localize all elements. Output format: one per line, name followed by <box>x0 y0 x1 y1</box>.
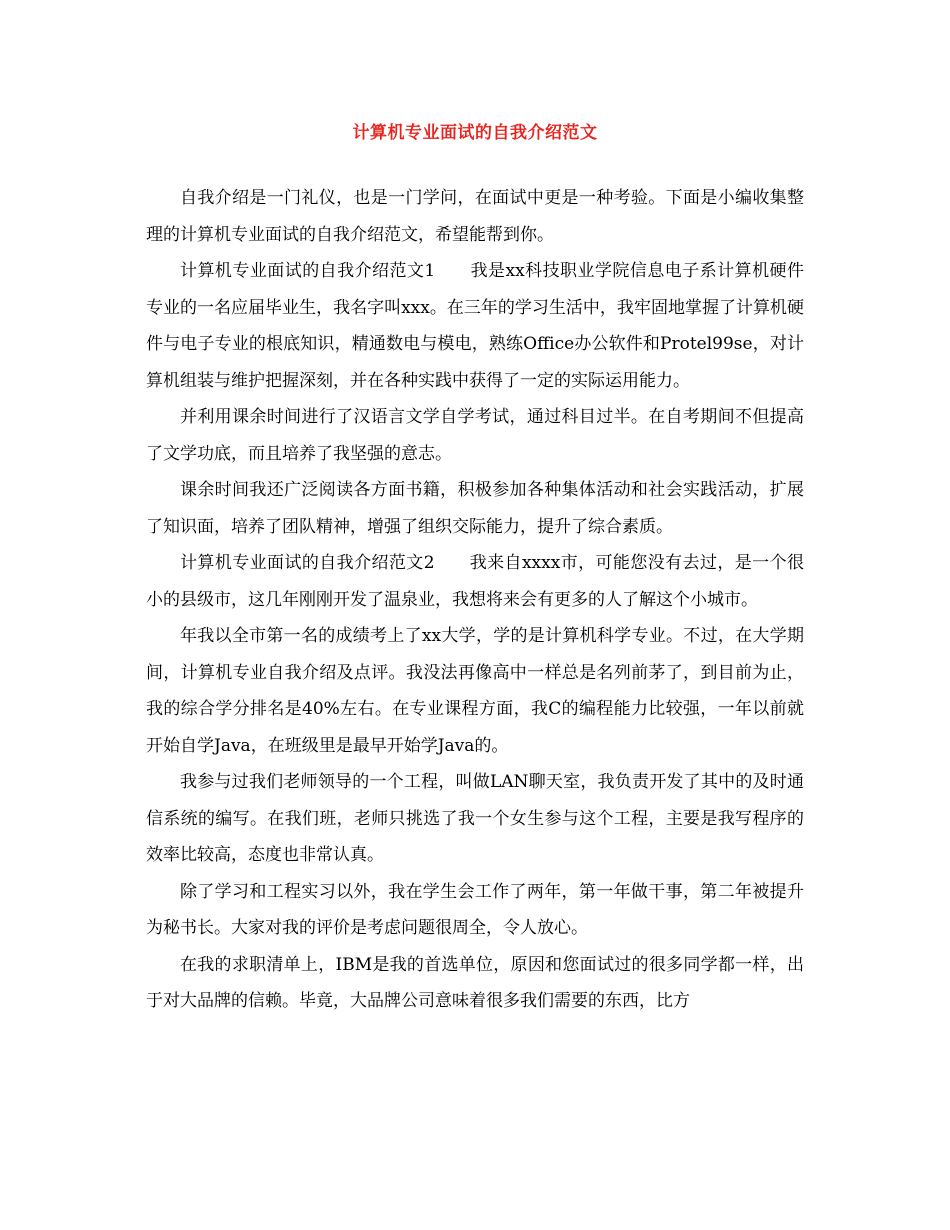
paragraph-sample-1: 计算机专业面试的自我介绍范文1 我是xx科技职业学院信息电子系计算机硬件专业的一名应届毕业生，我名字叫xxx。在三年的学习生活中，我牢固地掌握了计算机硬件与电子专业的根底知识，精通数电与模电，熟练Office办公软件和Protel99se，对计算机组装与维护把握深刻，并在各种实践中获得了一定的实际运用能力。 <box>146 261 804 391</box>
document-title: 计算机专业面试的自我介绍范文 <box>352 123 598 143</box>
paragraph-activities: 课余时间我还广泛阅读各方面书籍，积极参加各种集体活动和社会实践活动，扩展了知识面，培养了团队精神，增强了组织交际能力，提升了综合素质。 <box>146 480 804 537</box>
paragraph-university: 年我以全市第一名的成绩考上了xx大学，学的是计算机科学专业。不过，在大学期间，计算机专业自我介绍及点评。我没法再像高中一样总是名列前茅了，到目前为止，我的综合学分排名是40%左右。在专业课程方面，我C的编程能力比较强，一年以前就开始自学Java，在班级里是最早开始学Java的。 <box>146 626 804 756</box>
paragraph-project: 我参与过我们老师领导的一个工程，叫做LAN聊天室，我负责开发了其中的及时通信系统的编写。在我们班，老师只挑选了我一个女生参与这个工程，主要是我写程序的效率比较高，态度也非常认真。 <box>146 772 804 865</box>
paragraph-student-union: 除了学习和工程实习以外，我在学生会工作了两年，第一年做干事，第二年被提升为秘书长。大家对我的评价是考虑问题很周全，令人放心。 <box>146 881 804 938</box>
paragraph-sample-2: 计算机专业面试的自我介绍范文2 我来自xxxx市，可能您没有去过，是一个很小的县级市，这几年刚刚开发了温泉业，我想将来会有更多的人了解这个小城市。 <box>146 553 804 610</box>
paragraph-intro: 自我介绍是一门礼仪，也是一门学问，在面试中更是一种考验。下面是小编收集整理的计算机专业面试的自我介绍范文，希望能帮到你。 <box>146 188 804 245</box>
paragraph-self-study: 并利用课余时间进行了汉语言文学自学考试，通过科目过半。在自考期间不但提高了文学功底，而且培养了我坚强的意志。 <box>146 407 804 464</box>
paragraph-job-goal: 在我的求职清单上，IBM是我的首选单位，原因和您面试过的很多同学都一样，出于对大品牌的信赖。毕竟，大品牌公司意味着很多我们需要的东西，比方 <box>146 954 804 1011</box>
